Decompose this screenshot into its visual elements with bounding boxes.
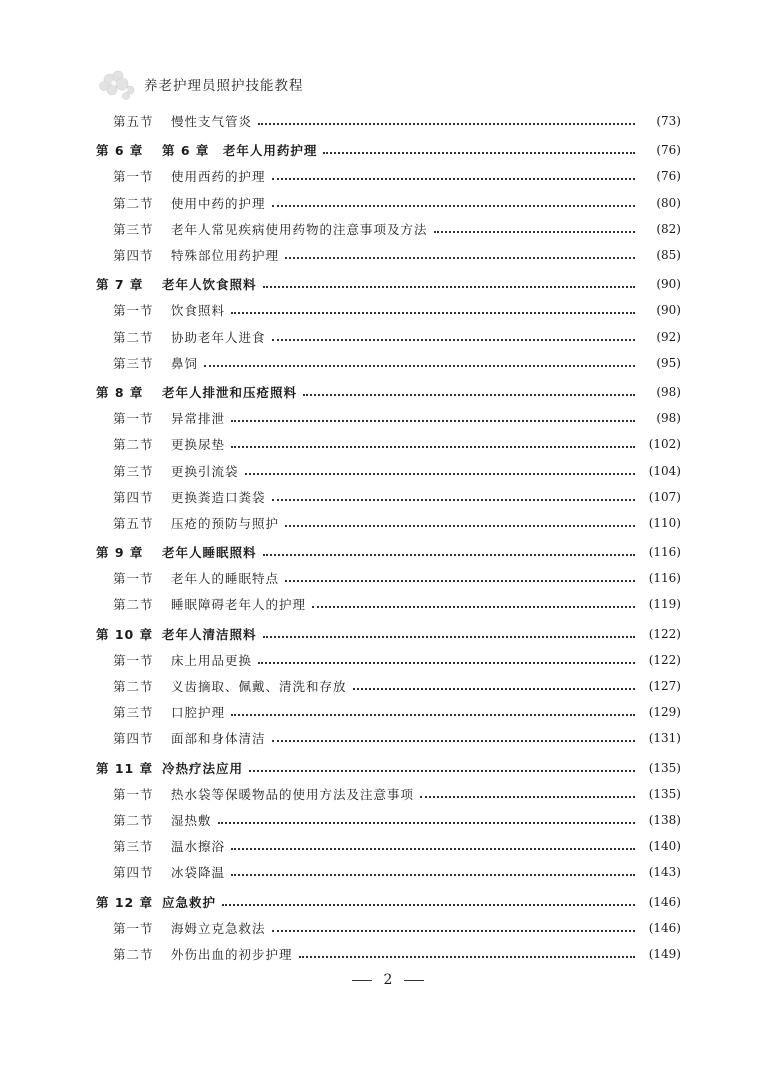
toc-section-row[interactable]	[96, 915, 681, 941]
toc-section-row[interactable]	[96, 297, 681, 323]
footer-dash-left	[352, 980, 372, 981]
toc-section-row[interactable]	[96, 163, 681, 189]
toc-section-row[interactable]	[96, 242, 681, 268]
toc-chapter-row[interactable]	[96, 379, 681, 405]
toc-entry-number: 第一节	[113, 169, 154, 185]
page-number: 2	[383, 972, 393, 988]
toc-entry-page: (82)	[656, 221, 681, 236]
dot-leader	[258, 662, 635, 664]
toc-entry-number: 第一节	[113, 920, 154, 936]
toc-entry-number: 第一节	[113, 652, 154, 668]
dot-leader	[272, 930, 635, 932]
dot-leader	[285, 525, 635, 527]
dot-leader	[231, 874, 635, 876]
toc-section-row[interactable]	[96, 565, 681, 591]
toc-entry-page: (92)	[656, 329, 681, 344]
toc-entry-number: 第三节	[113, 463, 154, 479]
toc-entry-page: (73)	[656, 114, 681, 129]
toc-entry-number: 第二节	[113, 597, 154, 613]
toc-entry-page: (104)	[648, 463, 681, 478]
toc-entry-page: (119)	[648, 597, 681, 612]
toc-entry-page: (135)	[648, 786, 681, 801]
toc-entry-title: 使用西药的护理	[171, 169, 266, 185]
toc-section-row[interactable]	[96, 216, 681, 242]
dot-leader	[263, 554, 635, 556]
toc-entry-number: 第 11 章	[96, 760, 154, 776]
toc-entry-page: (107)	[648, 489, 681, 504]
toc-entry-title: 面部和身体清洁	[171, 731, 266, 747]
toc-entry-number: 第二节	[113, 195, 154, 211]
toc-entry-title: 湿热敷	[171, 812, 212, 828]
toc-entry-number: 第五节	[113, 515, 154, 531]
toc-entry-number: 第四节	[113, 731, 154, 747]
toc-entry-number: 第三节	[113, 705, 154, 721]
toc-entry-number: 第四节	[113, 248, 154, 264]
toc-section-row[interactable]	[96, 833, 681, 859]
toc-entry-title: 更换引流袋	[171, 463, 239, 479]
toc-entry-page: (80)	[656, 195, 681, 210]
toc-entry-title: 老年人常见疾病使用药物的注意事项及方法	[171, 221, 428, 237]
toc-entry-title: 鼻饲	[171, 355, 199, 371]
toc-section-row[interactable]	[96, 859, 681, 885]
toc-entry-title: 使用中药的护理	[171, 195, 266, 211]
toc-entry-title: 口腔护理	[171, 705, 226, 721]
dot-leader	[245, 473, 635, 475]
toc-entry-page: (146)	[648, 920, 681, 935]
toc-entry-title: 异常排泄	[171, 411, 226, 427]
toc-chapter-row[interactable]	[96, 888, 681, 914]
toc-entry-number: 第四节	[113, 865, 154, 881]
toc-chapter-row[interactable]	[96, 755, 681, 781]
toc-entry-page: (122)	[648, 652, 681, 667]
toc-section-row[interactable]	[96, 647, 681, 673]
toc-entry-title: 特殊部位用药护理	[171, 248, 280, 264]
toc-section-row[interactable]	[96, 725, 681, 751]
toc-entry-number: 第二节	[113, 679, 154, 695]
toc-entry-title: 睡眠障碍老年人的护理	[171, 597, 307, 613]
dot-leader	[420, 796, 635, 798]
dot-leader	[231, 714, 635, 716]
toc-entry-number: 第四节	[113, 489, 154, 505]
toc-entry-page: (76)	[656, 169, 681, 184]
toc-entry-title: 义齿摘取、佩戴、清洗和存放	[171, 679, 347, 695]
toc-entry-title: 老年人清洁照料	[162, 626, 257, 642]
toc-entry-page: (98)	[656, 384, 681, 399]
dot-leader	[285, 580, 635, 582]
toc-entry-title: 压疮的预防与照护	[171, 515, 280, 531]
toc-entry-number: 第二节	[113, 812, 154, 828]
toc-entry-page: (76)	[656, 143, 681, 158]
dot-leader	[263, 636, 635, 638]
dot-leader	[231, 312, 635, 314]
toc-entry-page: (122)	[648, 626, 681, 641]
toc-chapter-row[interactable]	[96, 539, 681, 565]
toc-section-row[interactable]	[96, 781, 681, 807]
toc-entry-number: 第三节	[113, 221, 154, 237]
toc-section-row[interactable]	[96, 457, 681, 483]
toc-entry-number: 第一节	[113, 303, 154, 319]
dot-leader	[272, 740, 635, 742]
toc-entry-number: 第 10 章	[96, 626, 154, 642]
dot-leader	[272, 178, 635, 180]
dot-leader	[272, 205, 635, 207]
toc-section-row[interactable]	[96, 190, 681, 216]
toc-entry-page: (90)	[656, 303, 681, 318]
toc-section-row[interactable]	[96, 405, 681, 431]
book-title: 养老护理员照护技能教程	[144, 78, 304, 94]
toc-section-row[interactable]	[96, 431, 681, 457]
toc-chapter-row[interactable]	[96, 137, 681, 163]
toc-chapter-row[interactable]	[96, 271, 681, 297]
toc-entry-title: 老年人睡眠照料	[162, 545, 257, 561]
toc-entry-title: 海姆立克急救法	[171, 920, 266, 936]
dot-leader	[272, 339, 635, 341]
toc-entry-page: (116)	[648, 571, 681, 586]
toc-entry-title: 协助老年人进食	[171, 329, 266, 345]
dot-leader	[299, 956, 635, 958]
toc-entry-title: 更换粪造口粪袋	[171, 489, 266, 505]
toc-entry-page: (116)	[648, 545, 681, 560]
dot-leader	[231, 446, 635, 448]
toc-section-row[interactable]	[96, 510, 681, 536]
toc-entry-page: (102)	[648, 437, 681, 452]
toc-entry-page: (85)	[656, 248, 681, 263]
dot-leader	[204, 365, 635, 367]
toc-entry-title: 温水擦浴	[171, 839, 226, 855]
toc-entry-title: 老年人饮食照料	[162, 277, 257, 293]
toc-entry-number: 第 9 章	[96, 545, 144, 561]
table-of-contents	[96, 108, 681, 967]
toc-entry-number: 第一节	[113, 571, 154, 587]
toc-entry-title: 热水袋等保暖物品的使用方法及注意事项	[171, 786, 415, 802]
toc-section-row[interactable]	[96, 350, 681, 376]
toc-entry-number: 第三节	[113, 355, 154, 371]
toc-entry-page: (146)	[648, 894, 681, 909]
toc-entry-title: 更换尿垫	[171, 437, 226, 453]
toc-entry-title: 老年人的睡眠特点	[171, 571, 280, 587]
toc-entry-number: 第三节	[113, 839, 154, 855]
toc-entry-page: (98)	[656, 411, 681, 426]
toc-entry-page: (127)	[648, 679, 681, 694]
toc-entry-number: 第一节	[113, 411, 154, 427]
dot-leader	[231, 848, 635, 850]
dot-leader	[434, 231, 635, 233]
toc-entry-page: (143)	[648, 865, 681, 880]
dot-leader	[353, 688, 635, 690]
toc-entry-page: (138)	[648, 812, 681, 827]
flower-ornament-icon	[96, 68, 140, 102]
toc-entry-number: 第二节	[113, 329, 154, 345]
toc-section-row[interactable]	[96, 807, 681, 833]
dot-leader	[272, 499, 635, 501]
toc-entry-title: 冰袋降温	[171, 865, 226, 881]
toc-entry-page: (95)	[656, 355, 681, 370]
toc-entry-number: 第 6 章	[96, 143, 144, 159]
toc-entry-page: (129)	[648, 705, 681, 720]
footer-dash-right	[404, 980, 424, 981]
toc-entry-number: 第 12 章	[96, 894, 154, 910]
toc-section-row[interactable]	[96, 591, 681, 617]
toc-entry-title: 老年人排泄和压疮照料	[162, 384, 298, 400]
toc-entry-title: 冷热疗法应用	[162, 760, 244, 776]
toc-entry-number: 第一节	[113, 786, 154, 802]
dot-leader	[218, 822, 635, 824]
toc-section-row[interactable]	[96, 484, 681, 510]
dot-leader	[303, 394, 635, 396]
toc-section-row[interactable]	[96, 324, 681, 350]
dot-leader	[231, 420, 635, 422]
dot-leader	[258, 123, 635, 125]
toc-section-row[interactable]	[96, 941, 681, 967]
toc-entry-page: (110)	[648, 515, 681, 530]
dot-leader	[222, 904, 635, 906]
toc-entry-number: 第五节	[113, 114, 154, 130]
toc-entry-number: 第 8 章	[96, 384, 144, 400]
toc-section-row[interactable]	[96, 673, 681, 699]
toc-section-row[interactable]	[96, 699, 681, 725]
running-header	[96, 68, 686, 102]
toc-entry-page: (140)	[648, 839, 681, 854]
page-footer	[0, 972, 776, 988]
dot-leader	[263, 286, 635, 288]
toc-entry-page: (135)	[648, 760, 681, 775]
toc-entry-number: 第二节	[113, 437, 154, 453]
dot-leader	[249, 770, 635, 772]
toc-entry-number: 第 7 章	[96, 277, 144, 293]
toc-entry-page: (149)	[648, 946, 681, 961]
toc-entry-page: (90)	[656, 277, 681, 292]
toc-entry-title: 第 6 章 老年人用药护理	[162, 143, 318, 159]
toc-entry-number: 第二节	[113, 946, 154, 962]
toc-entry-title: 床上用品更换	[171, 652, 253, 668]
toc-section-row[interactable]	[96, 108, 681, 134]
toc-entry-title: 慢性支气管炎	[171, 114, 253, 130]
toc-entry-title: 应急救护	[162, 894, 217, 910]
toc-entry-title: 饮食照料	[171, 303, 226, 319]
toc-entry-title: 外伤出血的初步护理	[171, 946, 293, 962]
dot-leader	[323, 152, 635, 154]
dot-leader	[312, 606, 635, 608]
dot-leader	[285, 257, 635, 259]
toc-entry-page: (131)	[648, 731, 681, 746]
toc-chapter-row[interactable]	[96, 621, 681, 647]
